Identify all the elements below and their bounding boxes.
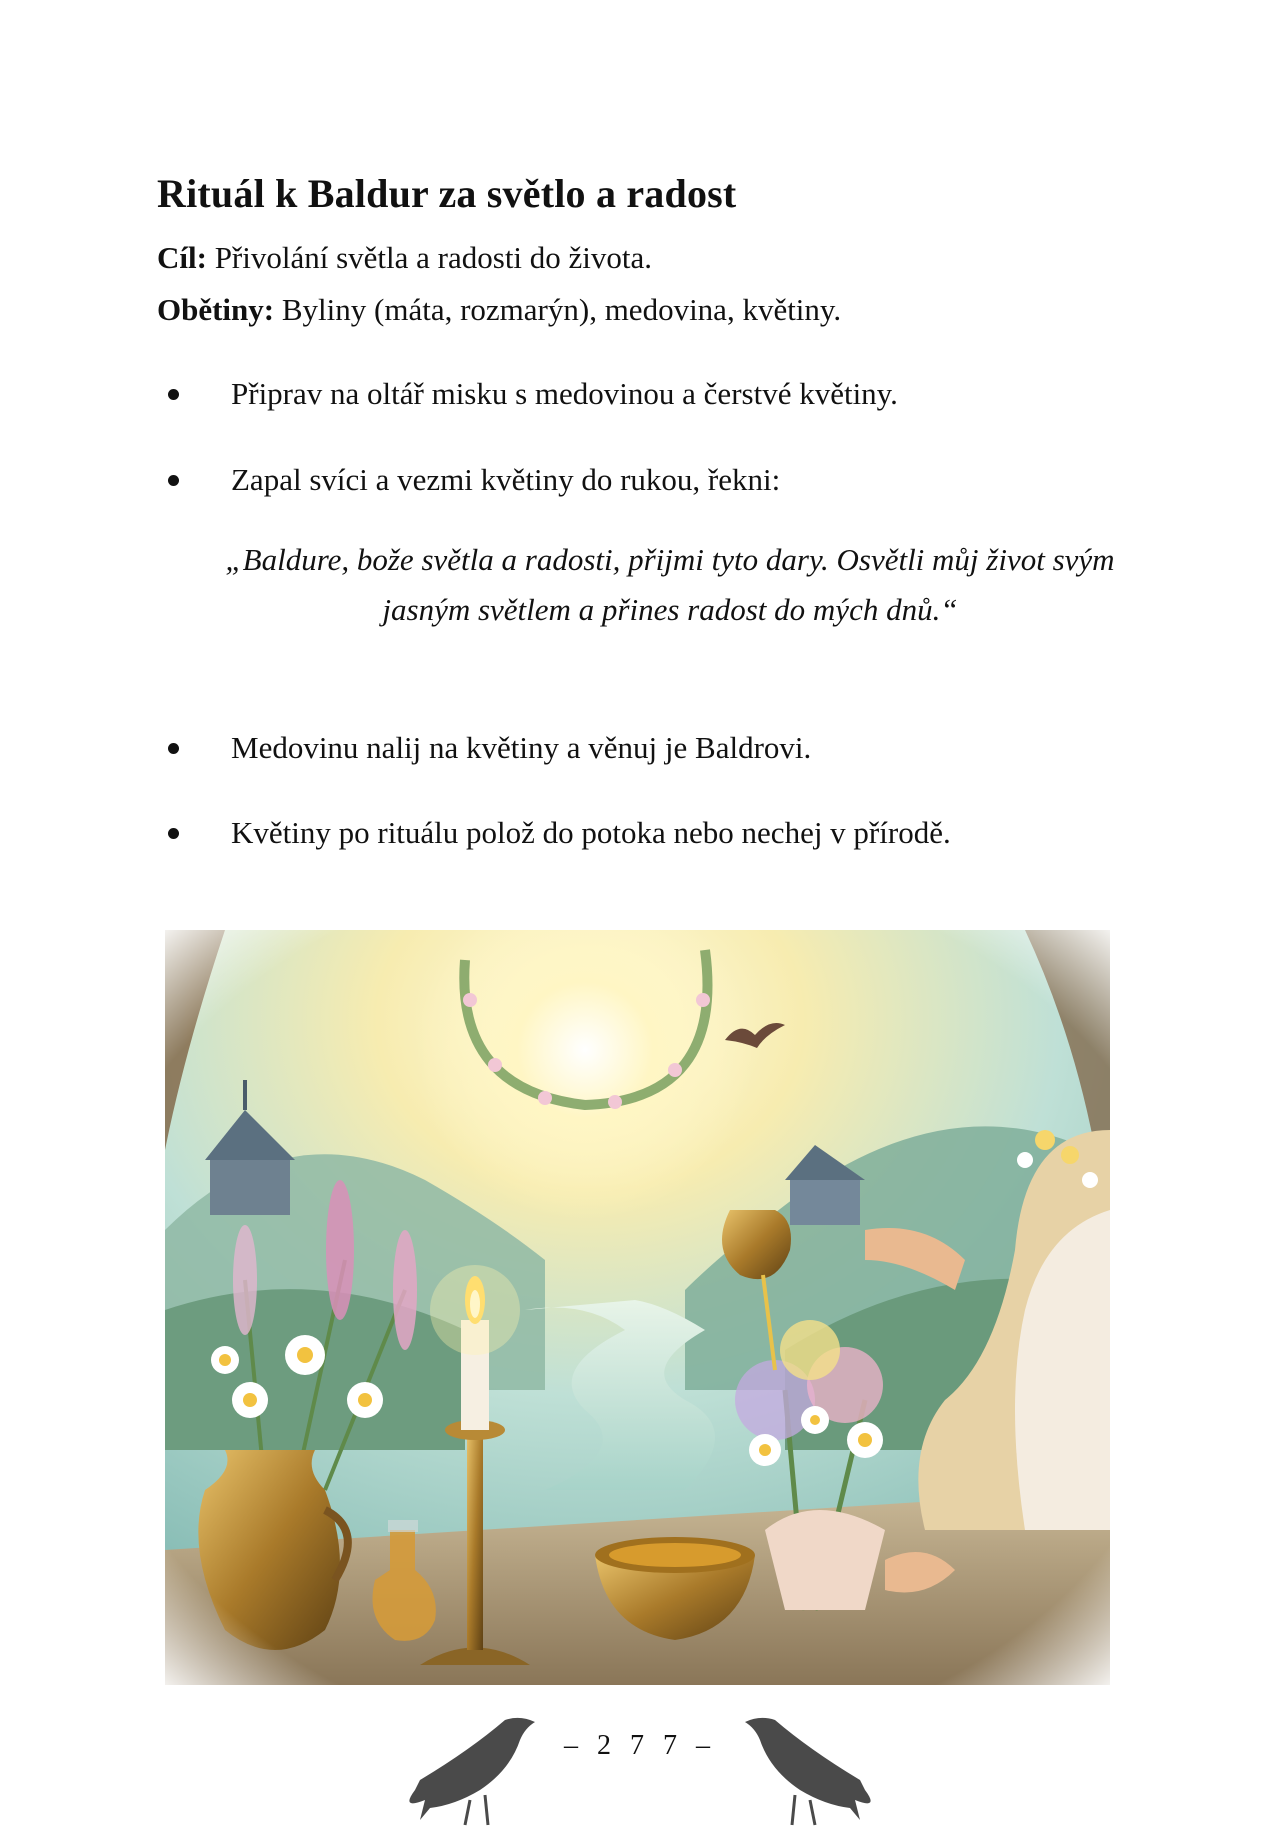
bullet-icon — [168, 389, 179, 400]
offerings-text: Byliny (máta, rozmarýn), medovina, květiny. — [274, 292, 842, 327]
bullet-icon — [168, 743, 179, 754]
list-item — [168, 815, 951, 851]
page-number: – 2 7 7 – — [564, 1730, 716, 1761]
ritual-illustration — [165, 930, 1110, 1685]
list-item-text: Medovinu nalij na květiny a věnuj je Baldrovi. — [231, 730, 812, 765]
raven-left-icon — [409, 1718, 535, 1825]
list-item — [168, 730, 811, 766]
goal-text: Přivolání světla a radosti do života. — [206, 240, 653, 275]
bullet-icon — [168, 828, 179, 839]
offerings-line — [157, 292, 841, 328]
list-item — [168, 462, 780, 498]
goal-label: Cíl: — [157, 240, 207, 275]
invocation-quote: „Baldure, bože světla a radosti, přijmi tyto dary. Osvětli můj život svým jasným světlem a přines radost do mých dnů.“ — [225, 542, 1115, 627]
list-item-text: Zapal svíci a vezmi květiny do rukou, řekni: — [231, 462, 781, 497]
offerings-label: Obětiny: — [157, 292, 275, 327]
list-item-text: Květiny po rituálu polož do potoka nebo nechej v přírodě. — [231, 815, 951, 850]
list-item — [168, 376, 898, 412]
raven-right-icon — [745, 1718, 871, 1825]
list-item-text: Připrav na oltář misku s medovinou a čerstvé květiny. — [231, 376, 898, 411]
section-title: Rituál k Baldur za světlo a radost — [157, 171, 737, 216]
page-footer-ornament — [0, 1700, 1280, 1830]
bullet-icon — [168, 475, 179, 486]
goal-line — [157, 240, 652, 276]
